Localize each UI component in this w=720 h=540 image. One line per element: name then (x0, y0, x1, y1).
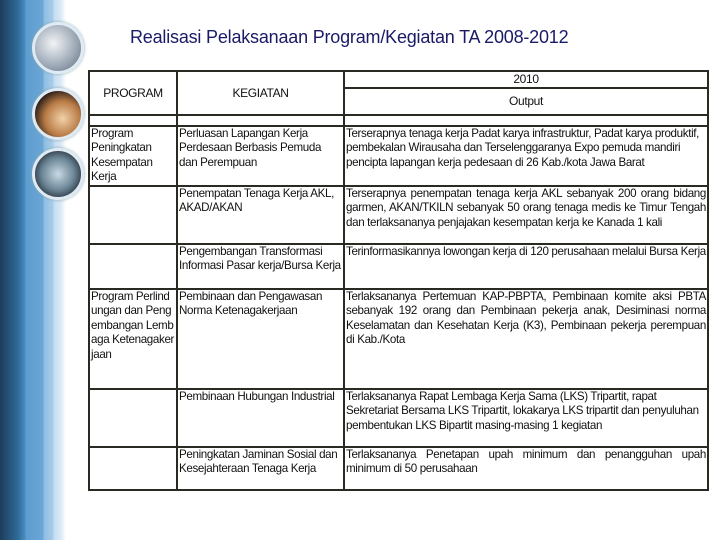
table-row (89, 389, 708, 447)
realisasi-table (88, 70, 709, 491)
decorative-photo-walking-people (32, 148, 84, 200)
kegiatan-cell: Peningkatan Jaminan Sosial dan Kesejahteraan Tenaga Kerja (177, 447, 344, 490)
slide-title: Realisasi Pelaksanaan Program/Kegiatan TA 2008-2012 (130, 27, 569, 47)
program-cell (89, 447, 177, 490)
output-cell: Terinformasikannya lowongan kerja di 120 perusahaan melalui Bursa Kerja (344, 244, 708, 289)
header-kegiatan: KEGIATAN (177, 71, 344, 115)
kegiatan-cell: Pembinaan dan Pengawasan Norma Ketenagakerjaan (177, 289, 344, 389)
sidebar-decoration (0, 0, 66, 540)
output-cell: Terlaksananya Rapat Lembaga Kerja Sama (LKS) Tripartit, rapat Sekretariat Bersama LKS Tripartit, lokakarya LKS tripartit dan penyuluhan pembentukan LKS Bipartit masing-masing 1 kegiatan (344, 389, 708, 447)
output-cell: Terserapnya penempatan tenaga kerja AKL sebanyak 200 orang bidang garmen, AKAN/TKILN sebanyak 50 orang tenaga medis ke Timur Tengah dan terlaksananya penjajakan kesempatan kerja ke Kanada 1 kali (344, 186, 708, 244)
table-row (89, 244, 708, 289)
header-year: 2010 (344, 71, 708, 88)
program-cell: Program Perlindungan dan Pengembangan Lembaga Ketenagakerjaan (89, 289, 177, 389)
program-cell: Program Peningkatan Kesempatan Kerja (89, 126, 177, 186)
output-cell: Terlaksananya Pertemuan KAP-PBPTA, Pembinaan komite aksi PBTA sebanyak 192 orang dan Pembinaan pekerja anak, Desiminasi norma Keselamatan dan Kesehatan Kerja (K3), Pembinaan pekerja perempuan di Kab./Kota (344, 289, 708, 389)
program-cell (89, 244, 177, 289)
table-row (89, 126, 708, 186)
kegiatan-cell: Perluasan Lapangan Kerja Perdesaan Berbasis Pemuda dan Perempuan (177, 126, 344, 186)
kegiatan-cell: Pembinaan Hubungan Industrial (177, 389, 344, 447)
output-cell: Terlaksananya Penetapan upah minimum dan penangguhan upah minimum di 50 perusahaan (344, 447, 708, 490)
header-program: PROGRAM (89, 71, 177, 115)
output-cell: Terserapnya tenaga kerja Padat karya infrastruktur, Padat karya produktif, pembekalan Wirausaha dan Terselenggaranya Expo pemuda mandiri pencipta lapangan kerja pedesaan di 26 Kab./kota Jawa Barat (344, 126, 708, 186)
kegiatan-cell: Penempatan Tenaga Kerja AKL, AKAD/AKAN (177, 186, 344, 244)
program-cell (89, 186, 177, 244)
decorative-photo-business-people (32, 88, 84, 140)
table-row (89, 289, 708, 389)
header-output: Output (344, 88, 708, 115)
table-row (89, 447, 708, 490)
table-row (89, 186, 708, 244)
kegiatan-cell: Pengembangan Transformasi Informasi Pasar kerja/Bursa Kerja (177, 244, 344, 289)
decorative-photo-stairs (32, 22, 84, 74)
program-cell (89, 389, 177, 447)
